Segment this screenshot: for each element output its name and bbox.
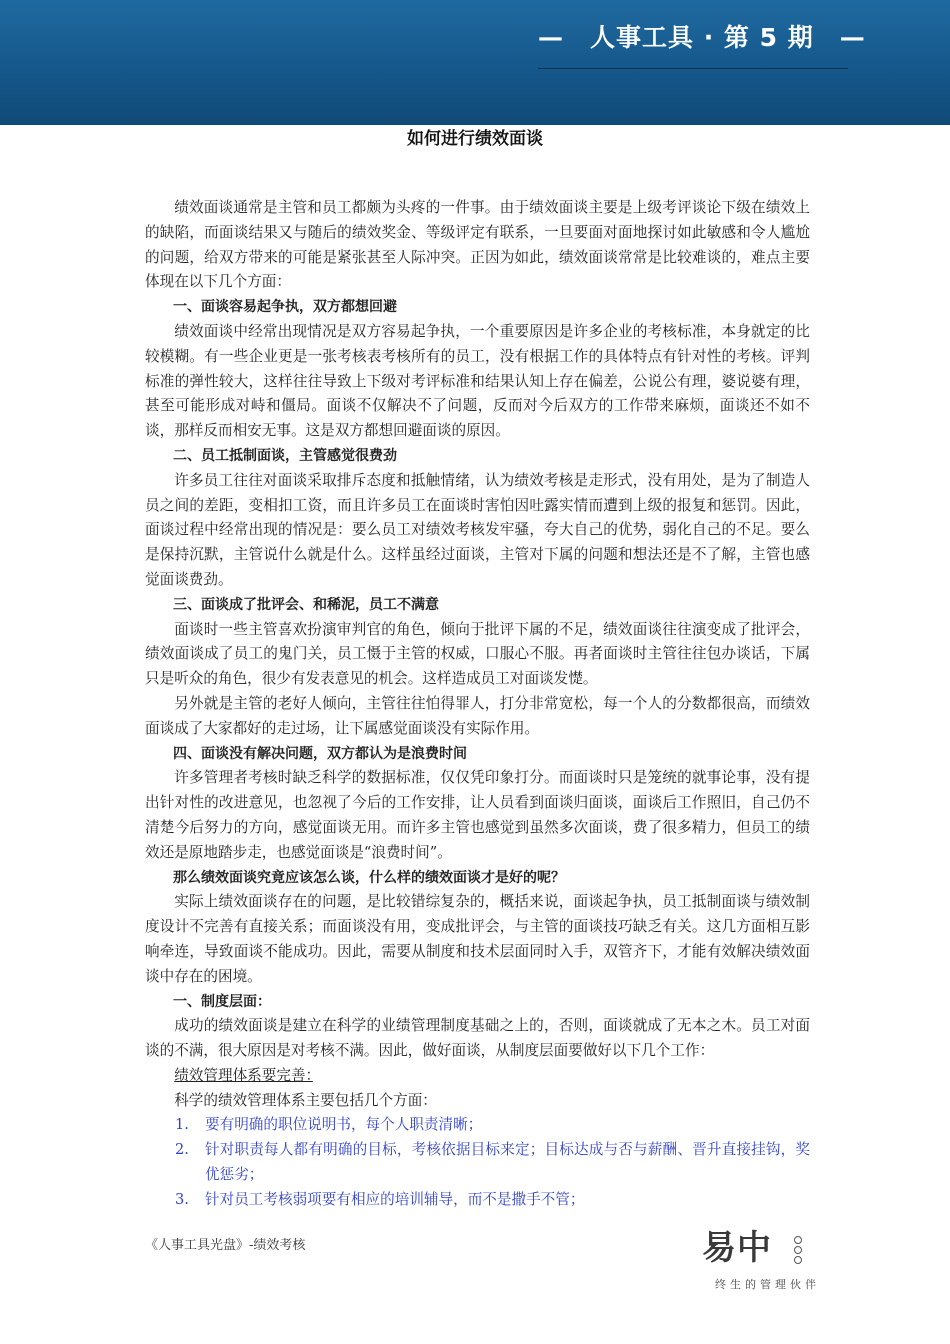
logo-slogan: 终生的管理伙伴 [715,1278,820,1291]
paragraph: 另外就是主管的老好人倾向，主管往往怕得罪人，打分非常宽松，每一个人的分数都很高，而绩效面谈成了大家都好的走过场，让下属感觉面谈没有实际作用。 [145,694,810,737]
paragraph: 科学的绩效管理体系主要包括几个方面： [174,1091,437,1109]
paragraph: 许多管理者考核时缺乏科学的数据标准，仅仅凭印象打分。而面谈时只是笼统的就事论事，没有提出针对性的改进意见，也忽视了今后的工作安排，让人员看到面谈归面谈，面谈后工作照旧，自己仍不清楚今后努力的方向，感觉面谈无用。而许多主管也感觉到虽然多次面谈，费了很多精力，但员工的绩效还是原地踏步走，也感觉面谈是“浪费时间”。 [145,769,810,861]
paragraph: 绩效面谈中经常出现情况是双方容易起争执，一个重要原因是许多企业的考核标准，本身就定的比较模糊。有一些企业更是一张考核表考核所有的员工，没有根据工作的具体特点有针对性的考核。评判标准的弹性较大，这样往往导致上下级对考评标准和结果认知上存在偏差，公说公有理，婆说婆有理，甚至可能形成对峙和僵局。面谈不仅解决不了问题，反而对今后双方的工作带来麻烦，面谈还不如不谈，那样反而相安无事。这是双方都想回避面谈的原因。 [145,322,810,440]
list-item [145,1188,810,1213]
paragraph: 实际上绩效面谈存在的问题，是比较错综复杂的，概括来说，面谈起争执，员工抵制面谈与绩效制度设计不完善有直接关系；而面谈没有用，变成批评会，与主管的面谈技巧缺乏有关。这几方面相互影响牵连，导致面谈不能成功。因此，需要从制度和技术层面同时入手，双管齐下，才能有效解决绩效面谈中存在的困境。 [145,893,810,985]
section-heading: 二、员工抵制面谈，主管感觉很费劲 [173,447,397,464]
footer-source: 《人事工具光盘》-绩效考核 [145,1238,306,1253]
section-heading: 三、面谈成了批评会、和稀泥，员工不满意 [173,596,439,613]
section-heading: 四、面谈没有解决问题，双方都认为是浪费时间 [173,745,467,762]
document-body [145,196,810,1213]
list-text: 针对职责每人都有明确的目标，考核依据目标来定；目标达成与否与薪酬、晋升直接挂钩，奖优惩劣； [205,1141,810,1184]
list-number: 2. [175,1141,189,1159]
list-number: 1. [175,1116,189,1134]
document-title: 如何进行绩效面谈 [407,129,543,149]
list-text: 针对员工考核弱项要有相应的培训辅导，而不是撒手不管； [205,1190,585,1208]
section-heading: 一、面谈容易起争执，双方都想回避 [173,299,397,316]
company-logo [702,1226,820,1296]
paragraph: 许多员工往往对面谈采取排斥态度和抵触情绪，认为绩效考核是走形式，没有用处，是为了制造人员之间的差距，变相扣工资，而且许多员工在面谈时害怕因吐露实情而遭到上级的报复和惩罚。因此，面谈过程中经常出现的情况是：要么员工对绩效考核发牢骚，夸大自己的优势，弱化自己的不足。要么是保持沉默，主管说什么就是什么。这样虽经过面谈，主管对下属的问题和想法还是不了解，主管也感觉面谈费劲。 [145,471,810,588]
logo-text: 易中 [702,1228,772,1268]
paragraph: 绩效面谈通常是主管和员工都颇为头疼的一件事。由于绩效面谈主要是上级考评谈论下级在绩效上的缺陷，而面谈结果又与随后的绩效奖金、等级评定有联系，一旦要面对面地探讨如此敏感和令人尴尬的问题，给双方带来的可能是紧张甚至人际冲突。正因为如此，绩效面谈常常是比较难谈的，难点主要体现在以下几个方面： [145,199,810,291]
issue-title: — 人事工具 · 第 5 期 — [538,23,866,52]
header-divider [538,68,848,69]
header-banner [0,0,950,125]
list-text: 要有明确的职位说明书，每个人职责清晰； [205,1116,483,1134]
list-number: 3. [175,1190,189,1208]
list-item [145,1138,810,1188]
question-heading: 那么绩效面谈究竟应该怎么谈，什么样的绩效面谈才是好的呢？ [173,869,565,886]
requirements-list [145,1113,810,1212]
paragraph: 面谈时一些主管喜欢扮演审判官的角色，倾向于批评下属的不足，绩效面谈往往演变成了批评会，绩效面谈成了员工的鬼门关，员工慑于主管的权威，口服心不服。再者面谈时主管往往包办谈话，下属只是听众的角色，很少有发表意见的机会。这样造成员工对面谈发憷。 [145,620,810,688]
paragraph: 成功的绩效面谈是建立在科学的业绩管理制度基础之上的，否则，面谈就成了无本之木。员工对面谈的不满，很大原因是对考核不满。因此，做好面谈，从制度层面要做好以下几个工作： [145,1017,810,1060]
list-item [145,1113,810,1138]
section-heading: 一、制度层面： [173,993,271,1010]
subheading [145,1064,810,1089]
subheading-text: 绩效管理体系要完善： [174,1066,313,1084]
logo-dots-icon [794,1236,802,1266]
